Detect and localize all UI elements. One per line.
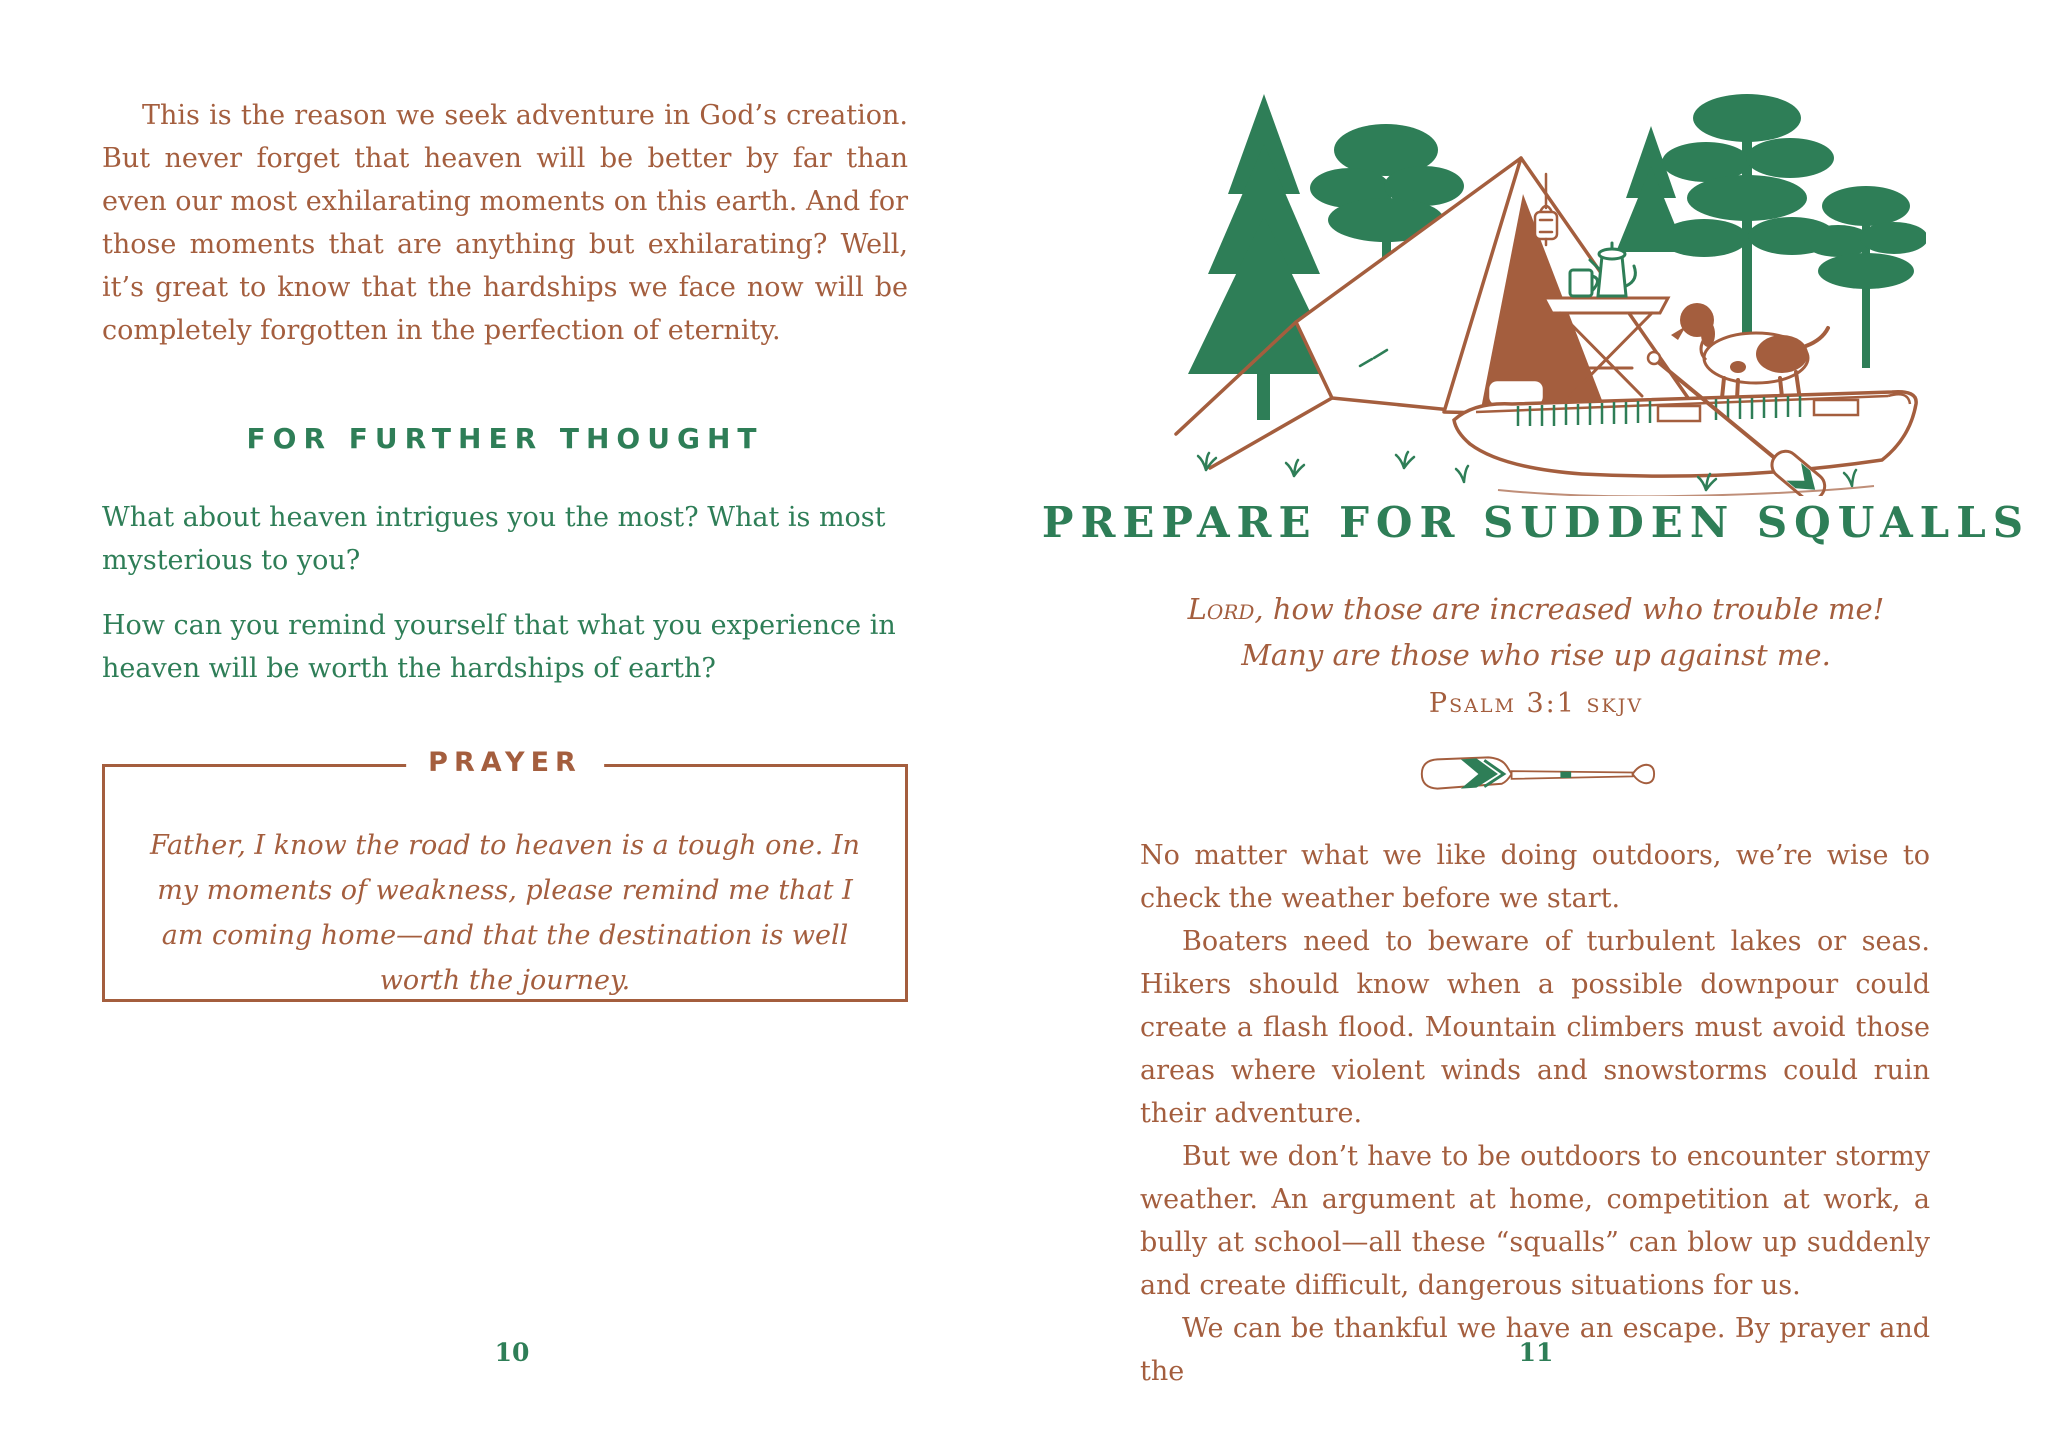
page-number-left: 10 bbox=[494, 1338, 530, 1367]
page-number-right: 11 bbox=[1518, 1338, 1554, 1367]
body-paragraph-2: Boaters need to beware of turbulent lakes or seas. Hikers should know when a possible downpour could create a flash flood. Mountain climbers must avoid those areas where violent winds and snowstorms could ruin their adventure. bbox=[1140, 926, 1930, 1129]
prayer-text: Father, I know the road to heaven is a tough one. In my moments of weakness, please remind me that I am coming home—and that the destination is well worth the journey. bbox=[150, 830, 860, 996]
prayer-label: PRAYER bbox=[406, 747, 604, 778]
further-thought-heading: FOR FURTHER THOUGHT bbox=[246, 422, 764, 455]
reflection-question-2: How can you remind yourself that what you experience in heaven will be worth the hardships of earth? bbox=[102, 610, 896, 684]
canoe-icon bbox=[1454, 392, 1916, 476]
scripture-reference: Psalm 3:1 skjv bbox=[1428, 688, 1644, 719]
lord-smallcaps: Lord, bbox=[1187, 592, 1264, 626]
paddle-ornament-icon bbox=[1414, 748, 1658, 800]
body-paragraph-4: We can be thankful we have an escape. By prayer and the bbox=[1140, 1313, 1930, 1387]
scripture-line-2: Many are those who rise up against me. bbox=[1241, 638, 1831, 672]
campsite-illustration bbox=[1146, 66, 1926, 496]
body-paragraph-3: But we don’t have to be outdoors to encounter stormy weather. An argument at home, competition at work, a bully at school—all these “squalls” can blow up suddenly and create difficult, dangerous situations for us. bbox=[1140, 1141, 1930, 1301]
prayer-box bbox=[102, 747, 908, 1002]
scripture-line-1 bbox=[1024, 592, 2048, 626]
left-body-paragraph: This is the reason we seek adventure in God’s creation. But never forget that heaven will be better by far than even our most exhilarating moments on this earth. And for those moments that are anything but exhilarating? Well, it’s great to know that the hardships we face now will be completely forgotten in the perfection of eternity. bbox=[102, 100, 908, 346]
body-paragraph-1: No matter what we like doing outdoors, we’re wise to check the weather before we start. bbox=[1140, 840, 1930, 914]
reflection-question-1: What about heaven intrigues you the most? What is most mysterious to you? bbox=[102, 502, 886, 576]
scripture-line-1-rest: how those are increased who trouble me! bbox=[1263, 592, 1885, 626]
right-body-text bbox=[1140, 834, 1930, 1393]
chapter-title: PREPARE FOR SUDDEN SQUALLS bbox=[1041, 498, 2031, 547]
